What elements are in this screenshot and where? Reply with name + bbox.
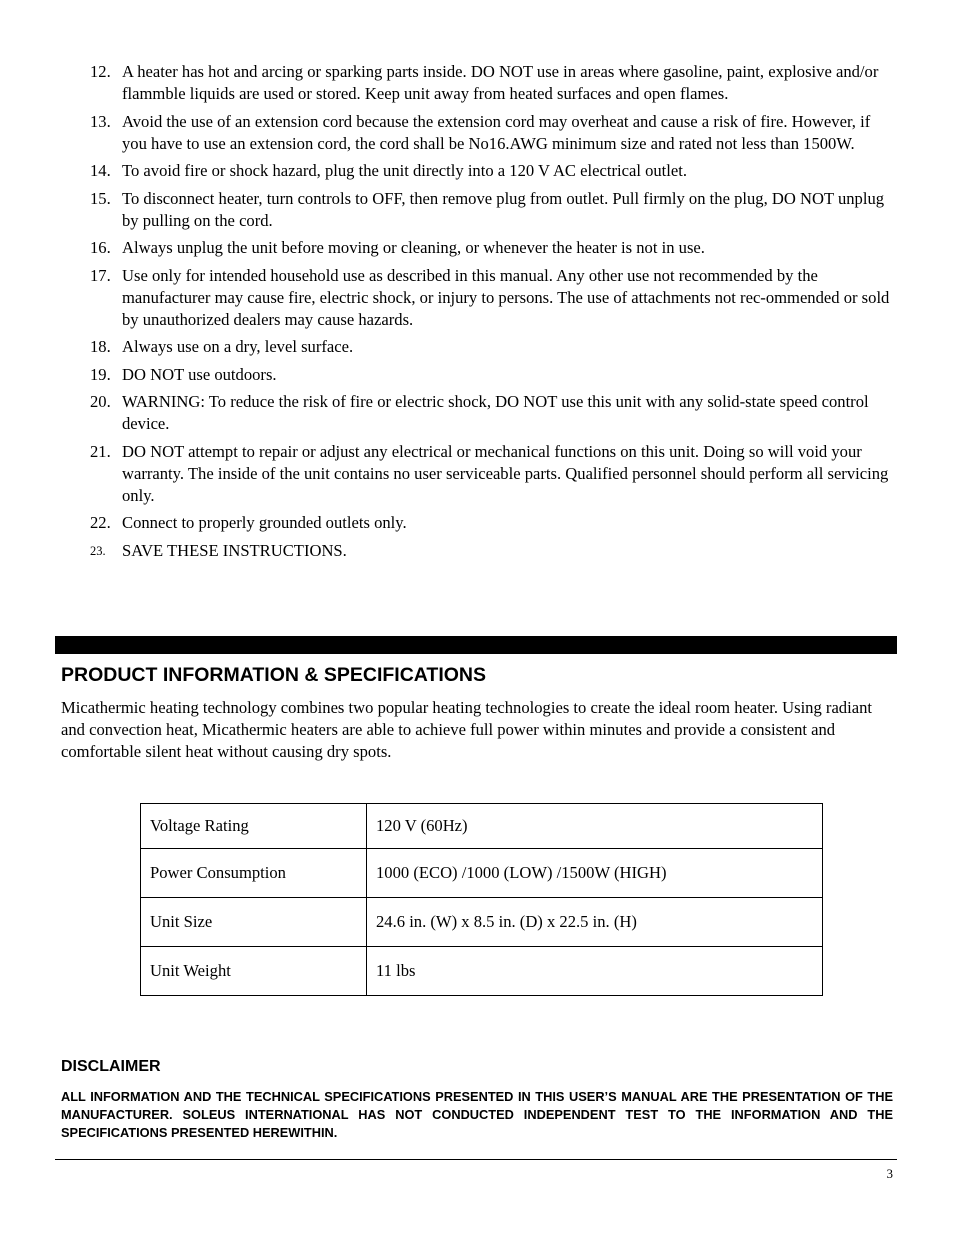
item-text: A heater has hot and arcing or sparking parts inside. DO NOT use in areas where gasoline, paint, explosive and/or flammble liquids are used or stored. Keep unit away from heated surfaces and open flames.: [122, 62, 879, 103]
item-number: 12.: [90, 62, 111, 81]
list-item: [90, 265, 890, 331]
list-item: [90, 61, 890, 105]
list-item: [90, 336, 890, 358]
safety-instructions-list: [90, 61, 890, 567]
intro-paragraph: Micathermic heating technology combines two popular heating technologies to create the ideal room heater. Using radiant and convection heat, Micathermic heaters are able to achieve full power within minutes and provide a consistent and comfortable silent heat without causing dry spots.: [61, 698, 872, 761]
section-divider-bar: [55, 636, 897, 654]
item-number: 13.: [90, 111, 111, 131]
item-number: 19.: [90, 364, 111, 384]
page-number: 3: [886, 1166, 893, 1181]
footer-rule: [55, 1159, 897, 1160]
item-text: Avoid the use of an extension cord because the extension cord may overheat and cause a risk of fire. However, if you have to use an extension cord, the cord shall be No16.AWG minimum size and rated not less than 1500W.: [122, 111, 871, 153]
item-text: Always unplug the unit before moving or cleaning, or whenever the heater is not in use.: [122, 238, 705, 257]
spec-label: Voltage Rating: [141, 804, 367, 849]
list-item: [90, 111, 890, 155]
spec-label: Power Consumption: [141, 849, 367, 898]
item-number: 16.: [90, 238, 111, 257]
spec-value: 11 lbs: [367, 947, 823, 996]
list-item: [90, 540, 890, 562]
item-number: 15.: [90, 188, 111, 208]
spec-value: 1000 (ECO) /1000 (LOW) /1500W (HIGH): [367, 849, 823, 898]
item-text: DO NOT attempt to repair or adjust any electrical or mechanical functions on this unit. Doing so will void your warranty. The inside of the unit contains no user serviceable parts. Qualified personnel should perform all servicing only.: [122, 441, 889, 505]
disclaimer-heading: DISCLAIMER: [61, 1058, 161, 1075]
list-item: [90, 512, 890, 534]
spec-value: 24.6 in. (W) x 8.5 in. (D) x 22.5 in. (H): [367, 898, 823, 947]
item-text: To disconnect heater, turn controls to OFF, then remove plug from outlet. Pull firmly on the plug, DO NOT unplug by pulling on the cord.: [122, 188, 885, 230]
item-number: 23.: [90, 543, 106, 558]
item-number: 22.: [90, 513, 111, 532]
section-heading: PRODUCT INFORMATION & SPECIFICATIONS: [61, 664, 487, 686]
item-number: 17.: [90, 265, 111, 285]
item-text: DO NOT use outdoors.: [122, 364, 277, 384]
table-row: [141, 804, 823, 849]
table-row: [141, 947, 823, 996]
table-row: [141, 898, 823, 947]
item-number: 18.: [90, 337, 111, 356]
list-item: [90, 237, 890, 259]
spec-label: Unit Size: [141, 898, 367, 947]
item-number: 14.: [90, 161, 111, 180]
item-text: To avoid fire or shock hazard, plug the unit directly into a 120 V AC electrical outlet.: [122, 161, 688, 180]
item-number: 21.: [90, 441, 111, 461]
spec-label: Unit Weight: [141, 947, 367, 996]
item-text: Always use on a dry, level surface.: [122, 337, 354, 356]
disclaimer-text: ALL INFORMATION AND THE TECHNICAL SPECIFICATIONS PRESENTED IN THIS USER’S MANUAL ARE THE PRESENTATION OF THE MANUFACTURER. SOLEUS INTERNATIONAL HAS NOT CONDUCTED INDEPENDENT TEST TO THE INFORMATION AND THE SPECIFICATIONS PRESENTED HEREWITHIN.: [61, 1089, 893, 1140]
list-item: [90, 441, 890, 507]
item-text: Connect to properly grounded outlets only.: [122, 513, 407, 532]
table-row: [141, 849, 823, 898]
list-item: [90, 160, 890, 182]
list-item: [90, 364, 890, 386]
list-item: [90, 188, 890, 232]
item-number: 20.: [90, 392, 111, 411]
list-item: [90, 391, 890, 435]
item-text: Use only for intended household use as described in this manual. Any other use not recommended by the manufacturer may cause fire, electric shock, or injury to persons. The use of attachments not rec-ommended or sold by unauthorized dealers may cause hazards.: [122, 265, 890, 329]
item-text: SAVE THESE INSTRUCTIONS.: [122, 540, 347, 560]
item-text: WARNING: To reduce the risk of fire or electric shock, DO NOT use this unit with any solid-state speed control device.: [122, 392, 869, 433]
spec-value: 120 V (60Hz): [367, 804, 823, 849]
specifications-table: [140, 803, 823, 996]
